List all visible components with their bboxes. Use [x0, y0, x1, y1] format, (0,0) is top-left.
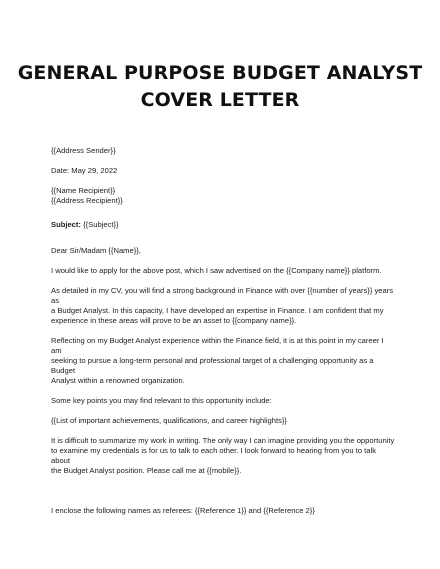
letter-body [51, 146, 396, 516]
address-recipient: {{Address Recipient}} [51, 196, 123, 205]
paragraph-1: I would like to apply for the above post, which I saw advertised on the {{Company name}} platform. [51, 266, 382, 275]
paragraph-6-line-1: It is difficult to summarize my work in writing. The only way I can imagine providing you the opportunity [51, 436, 395, 445]
paragraph-5: {{List of important achievements, qualifications, and career highlights}} [51, 416, 287, 425]
paragraph-4: Some key points you may find relevant to this opportunity include: [51, 396, 272, 405]
paragraph-6-line-3: the Budget Analyst position. Please call me at {{mobile}}. [51, 466, 242, 475]
address-sender: {{Address Sender}} [51, 146, 116, 155]
paragraph-7: I enclose the following names as referees: {{Reference 1}} and {{Reference 2}} [51, 506, 315, 515]
title-line-2: COVER LETTER [140, 89, 300, 111]
paragraph-2-line-2: a Budget Analyst. In this capacity, I have developed an expertise in Finance. I am confident that my [51, 306, 384, 315]
paragraph-2-line-3: experience in these areas will prove to be an asset to {{company name}}. [51, 316, 297, 325]
title-line-1: GENERAL PURPOSE BUDGET ANALYST [17, 62, 423, 84]
subject-label: Subject: [51, 220, 81, 229]
salutation: Dear Sir/Madam {{Name}}, [51, 246, 141, 255]
subject-line [51, 220, 396, 230]
paragraph-3-line-1: Reflecting on my Budget Analyst experience within the Finance field, it is at this point in my career I am [51, 336, 384, 355]
paragraph-6-line-2: to examine my credentials is for us to talk to each other. I look forward to hearing from you to talk about [51, 446, 376, 465]
paragraph-3-line-2: seeking to pursue a long-term personal and professional target of a challenging opportunity as a Budget [51, 356, 374, 375]
page-title [0, 60, 440, 114]
name-recipient: {{Name Recipient}} [51, 186, 116, 195]
paragraph-2-line-1: As detailed in my CV, you will find a strong background in Finance with over {{number of years}} years as [51, 286, 394, 305]
letter-date: Date: May 29, 2022 [51, 166, 118, 175]
paragraph-3-line-3: Analyst within a renowned organization. [51, 376, 185, 385]
subject-value: {{Subject}} [80, 220, 119, 229]
